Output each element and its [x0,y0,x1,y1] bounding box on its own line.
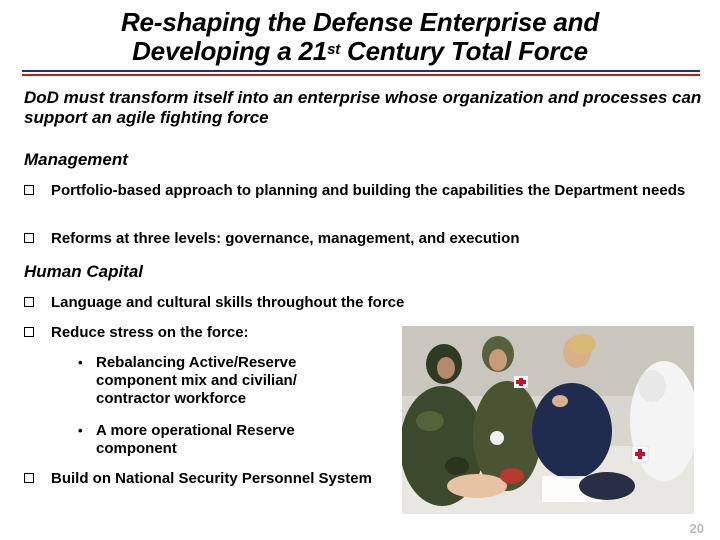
checkbox-bullet-icon [24,185,34,195]
slide-title [0,8,720,66]
bullet-text: Portfolio-based approach to planning and building the capabilities the Department needs [51,182,686,199]
dot-bullet-icon: • [78,423,83,438]
title-line-2-pre: Developing a 21 [132,36,328,66]
page-number: 20 [689,521,704,536]
title-line-2-post: Century Total Force [340,36,588,66]
bullet-item [24,470,384,488]
dot-bullet-icon: • [78,355,83,370]
bullet-item [24,294,704,312]
sub-bullet-text: A more operational Reserve component [96,422,295,457]
section-heading-management: Management [24,150,128,169]
title-line-1: Re-shaping the Defense Enterprise and [120,7,600,37]
title-line-2 [0,37,720,66]
bullet-text: Build on National Security Personnel System [51,470,372,487]
sub-bullet-item [78,354,368,408]
bullet-item [24,230,704,248]
bullet-text: Reforms at three levels: governance, management, and execution [51,230,520,247]
section-heading-human-capital: Human Capital [24,262,144,281]
title-superscript: st [327,41,341,58]
medical-training-photo [402,326,694,514]
title-rule-red [22,74,700,76]
title-rule-blue [22,70,700,72]
bullet-item [24,182,704,200]
sub-bullet-item [78,422,368,458]
bullet-text: Language and cultural skills throughout the force [51,294,405,311]
checkbox-bullet-icon [24,473,34,483]
bullet-text: Reduce stress on the force: [51,324,249,341]
photo-illustration [402,326,694,514]
checkbox-bullet-icon [24,327,34,337]
checkbox-bullet-icon [24,233,34,243]
intro-statement: DoD must transform itself into an enterprise whose organization and processes can support an agile fighting force [24,88,702,127]
sub-bullet-text: Rebalancing Active/Reserve component mix and civilian/ contractor workforce [96,354,297,407]
checkbox-bullet-icon [24,297,34,307]
